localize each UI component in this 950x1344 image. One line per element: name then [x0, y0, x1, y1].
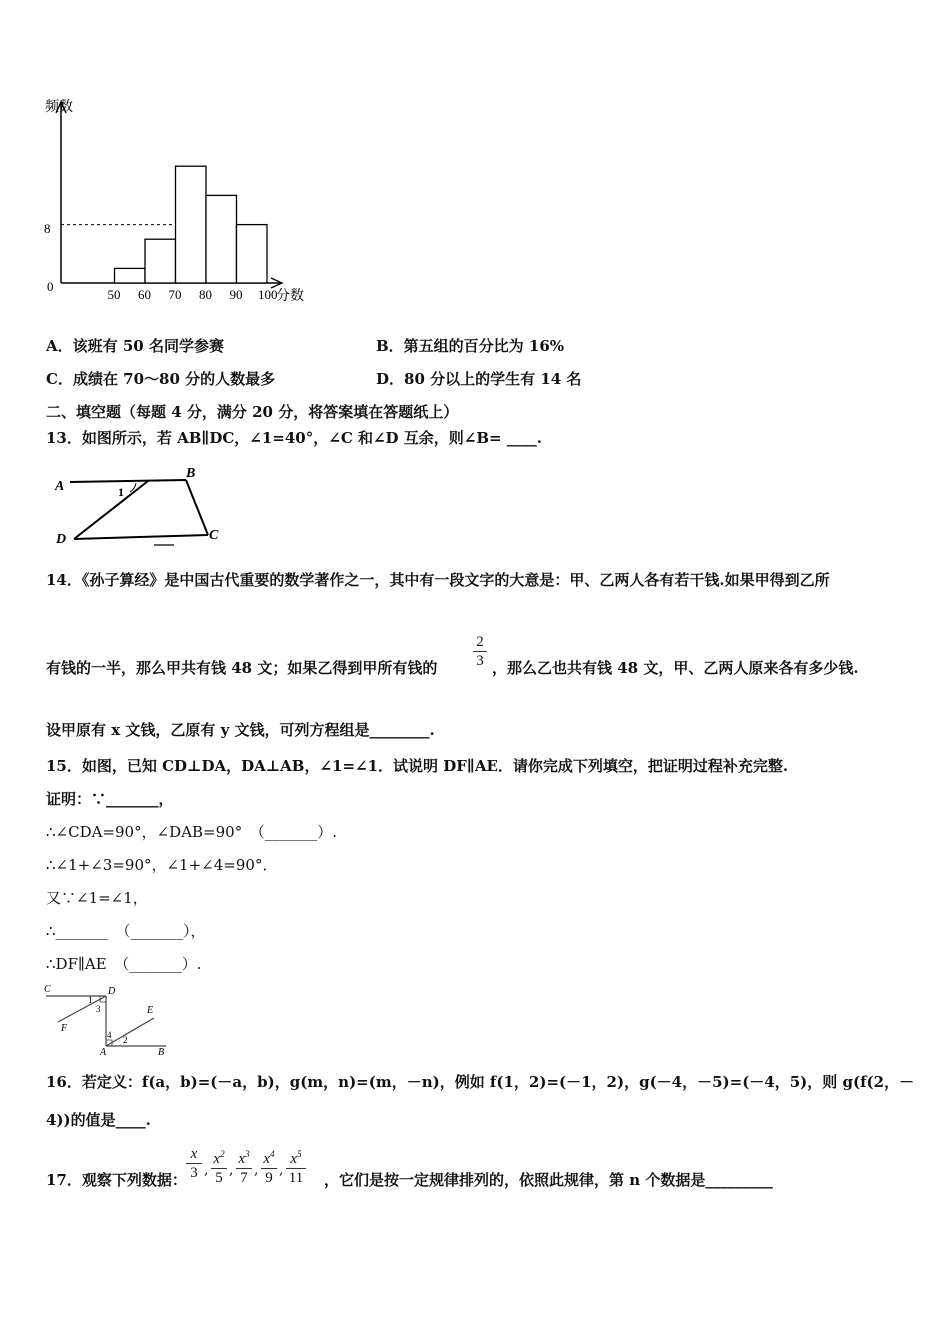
x-axis-label: 分数: [276, 289, 304, 304]
q13-label-b: B: [186, 466, 196, 481]
q17-fraction-1: x 3: [186, 1146, 202, 1181]
q15-angle-4: 4: [107, 1030, 112, 1040]
q15-figure: [44, 982, 170, 1058]
y-tick-0: 0: [47, 279, 54, 294]
q14-frac-num: 2: [476, 634, 484, 650]
q17-prefix: 17．观察下列数据：: [46, 1171, 187, 1189]
q15-label-e: E: [147, 1005, 154, 1016]
q14-line1: 14．《孙子算经》是中国古代重要的数学著作之一，其中有一段文字的大意是：甲、乙两人各有若干钱.如果甲得到乙所: [46, 571, 830, 589]
q15-line6: ∴_______ （_______），: [46, 922, 206, 940]
q13-label-c: C: [209, 528, 219, 543]
section-heading: 二、填空题（每题 4 分，满分 20 分，将答案填在答题纸上）: [46, 403, 459, 421]
q15-line1: 15．如图，已知 CD⊥DA，DA⊥AB，∠1=∠1．试说明 DF∥AE．请你完成下列填空，把证明过程补充完整.: [46, 757, 789, 775]
q14-fraction: [473, 634, 487, 669]
y-tick-8: 8: [44, 221, 51, 236]
q15-label-f: F: [61, 1023, 68, 1034]
q13-angle-1: 1: [118, 485, 124, 499]
q17-separator: ,: [254, 1162, 259, 1178]
histogram-bar-50-60: [115, 268, 146, 283]
x-tick-90: 90: [229, 287, 243, 302]
q15-line7: ∴DF∥AE （_______）.: [46, 955, 202, 973]
x-tick-100: 100: [258, 287, 278, 302]
q17-sequence: [186, 1146, 326, 1194]
q15-angle-3: 3: [96, 1004, 101, 1014]
q15-line3: ∴∠CDA=90°，∠DAB=90° （_______）.: [46, 823, 337, 841]
q13-label-a: A: [55, 479, 65, 494]
q17-fraction-4: $x^4$ 9: [261, 1146, 277, 1186]
option-b: B．第五组的百分比为 16%: [376, 337, 565, 355]
q15-line4: ∴∠1+∠3=90°，∠1+∠4=90°．: [46, 856, 278, 874]
histogram-bar-70-80: [176, 166, 207, 283]
q15-label-d: D: [108, 986, 116, 997]
q17-separator: ,: [229, 1162, 234, 1178]
q14-line2b: ，那么乙也共有钱 48 文，甲、乙两人原来各有多少钱.: [492, 659, 859, 677]
q16-line1: 16．若定义：f(a，b)=(－a，b)，g(m，n)=(m，－n)，例如 f(1，2)=(－1，2)，g(－4，－5)=(－4，5)，则 g(f(2，－: [46, 1073, 915, 1091]
q16-line2: 4))的值是____.: [46, 1111, 151, 1129]
x-tick-50: 50: [107, 287, 121, 302]
q15-angle-1: 1: [88, 995, 93, 1005]
q14-line2a: 有钱的一半，那么甲共有钱 48 文；如果乙得到甲所有钱的: [46, 659, 438, 677]
q17-separator: ,: [279, 1162, 284, 1178]
q13-label-d: D: [56, 532, 67, 547]
q15-angle-2: 2: [123, 1035, 128, 1045]
q14-frac-den: 3: [476, 653, 484, 669]
q17-fraction-3: $x^3$ 7: [236, 1146, 252, 1186]
q15-label-b: B: [158, 1047, 165, 1058]
q15-label-c: C: [44, 984, 51, 995]
option-a: A．该班有 50 名同学参赛: [46, 337, 224, 355]
x-tick-60: 60: [138, 287, 151, 302]
q15-line2: 证明：∵_______，: [46, 790, 174, 808]
histogram-bar-90-100: [237, 225, 268, 283]
q17-separator: ,: [204, 1162, 209, 1178]
x-tick-70: 70: [168, 287, 182, 302]
q14-line3: 设甲原有 x 文钱，乙原有 y 文钱，可列方程组是________.: [46, 721, 435, 739]
histogram-bar-80-90: [206, 195, 237, 283]
q17-suffix: ，它们是按一定规律排列的，依照此规律，第 n 个数据是_________: [324, 1171, 773, 1189]
q17-fraction-2: $x^2$ 5: [211, 1146, 227, 1186]
y-axis-label: 频数: [45, 100, 73, 115]
q13-figure: [50, 465, 230, 555]
q15-line5: 又∵∠1=∠1，: [46, 889, 148, 907]
q15-label-a: A: [100, 1047, 107, 1058]
option-d: D．80 分以上的学生有 14 名: [376, 370, 582, 388]
histogram-chart: [40, 92, 320, 312]
histogram-bar-60-70: [145, 239, 176, 283]
x-tick-80: 80: [199, 287, 212, 302]
option-c: C．成绩在 70～80 分的人数最多: [46, 370, 276, 388]
q17-fraction-5: $x^5$ 11: [286, 1146, 306, 1186]
q13-text: 13．如图所示，若 AB∥DC，∠1=40°，∠C 和∠D 互余，则∠B= ____.: [46, 429, 543, 447]
